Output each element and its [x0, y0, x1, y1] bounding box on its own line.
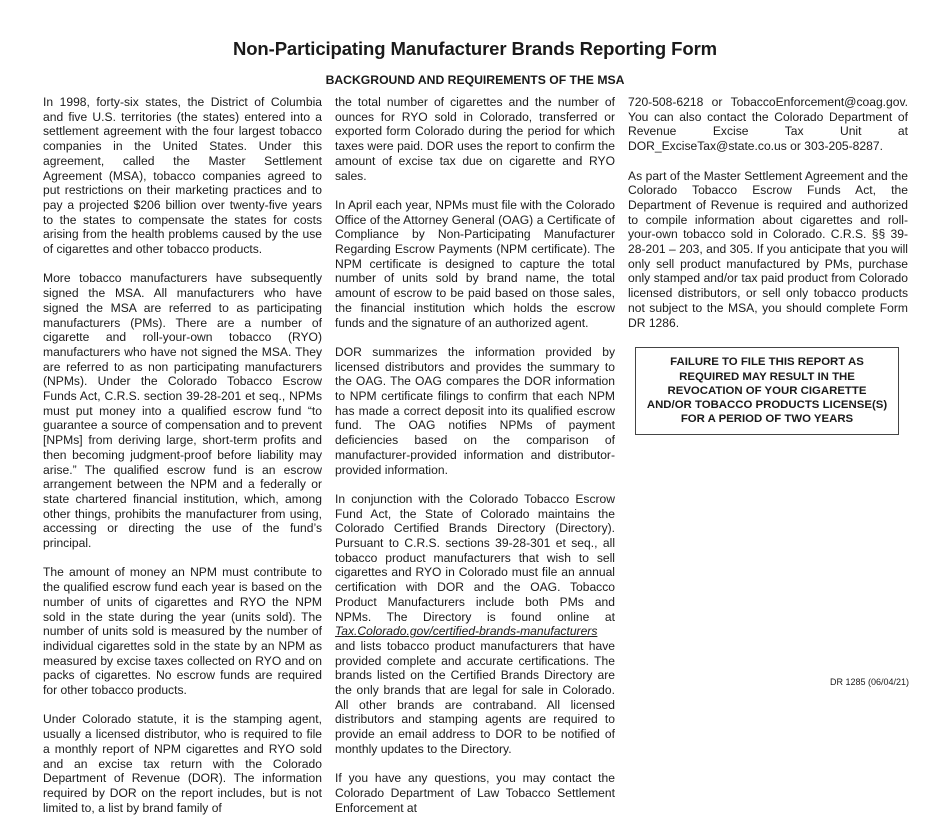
paragraph: In April each year, NPMs must file with the Colorado Office of the Attorney General (OAG) a Certificate of Compliance by Non-Participating Manufacturer Regarding Escrow Payments (NPM certificate). The NPM certificate is designed to capture the total number of units sold by brand name, the total amount of escrow to be paid based on those sales, the financial institution which holds the escrow funds and the signature of an authorized agent.	[335, 197, 615, 330]
paragraph-text: and lists tobacco product manufacturers that have provided complete and accurate certifications. The brands listed on the Certified Brands Directory are the only brands that are legal for sale in Colorado. All other brands are contraband. All licensed distributors and stamping agents are required to provide an email address to DOR to be notified of monthly updates to the Directory.	[335, 638, 615, 756]
warning-line: AND/OR TOBACCO PRODUCTS LICENSE(S)	[646, 399, 888, 412]
text-column-1	[43, 95, 322, 815]
warning-line: REQUIRED MAY RESULT IN THE	[679, 370, 855, 383]
paragraph: More tobacco manufacturers have subsequently signed the MSA. All manufacturers who have signed the MSA are referred to as participating manufacturers (PMs). There are a number of cigarette and roll-your-own tobacco (RYO) manufacturers who have not signed the MSA. They are referred to as non participating manufacturers (NPMs). Under the Colorado Tobacco Escrow Funds Act, C.R.S. section 39-28-201 et seq., NPMs must put money into a qualified escrow fund “to guarantee a source of compensation and to prevent [NPMs] from deriving large, short-term profits and then becoming judgment-proof before liability may arise.” The qualified escrow fund is an escrow arrangement between the NPM and a federally or state chartered financial institution, which, among other things, prohibits the manufacturer from using, accessing or directing the use of the fund’s principal.	[43, 271, 322, 551]
text-column-3	[628, 95, 908, 330]
paragraph: 720-508-6218 or TobaccoEnforcement@coag.gov. You can also contact the Colorado Department of Revenue Excise Tax Unit at DOR_ExciseTax@state.co.us or 303-205-8287.	[628, 95, 908, 154]
warning-text	[647, 355, 887, 426]
text-column-2	[335, 95, 615, 815]
warning-line: FOR A PERIOD OF TWO YEARS	[680, 413, 854, 426]
paragraph: As part of the Master Settlement Agreement and the Colorado Tobacco Escrow Funds Act, the Department of Revenue is required and authorized to compile information about cigarettes and roll-your-own tobacco sold in Colorado. C.R.S. §§ 39-28-201 – 203, and 305. If you anticipate that you will only sell product manufactured by PMs, purchase only stamped and/or tax paid product from Colorado licensed distributors, or sell only tobacco products not subject to the MSA, you should complete Form DR 1286.	[628, 168, 908, 330]
paragraph: Under Colorado statute, it is the stamping agent, usually a licensed distributor, who is required to file a monthly report of NPM cigarettes and RYO sold and an excise tax return with the Colorado Department of Revenue (DOR). The information required by DOR on the report includes, but is not limited to, a list by brand family of	[43, 712, 322, 815]
paragraph: In 1998, forty-six states, the District of Columbia and five U.S. territories (the states) entered into a settlement agreement with the four largest tobacco companies in the United States. Under this agreement, called the Master Settlement Agreement (MSA), tobacco companies agreed to put restrictions on their marketing practices and to pay a projected $206 billion over twenty-five years to the states to compensate the states for costs arising from the health problems caused by the use of cigarettes and other tobacco products.	[43, 95, 322, 257]
warning-box	[635, 347, 899, 435]
paragraph: the total number of cigarettes and the number of ounces for RYO sold in Colorado, transferred or exported form Colorado during the period for which taxes were paid. DOR uses the report to confirm the amount of excise tax due on cigarette and RYO sales.	[335, 95, 615, 183]
warning-line: REVOCATION OF YOUR CIGARETTE	[667, 384, 867, 397]
directory-link[interactable]: Tax.Colorado.gov/certified-brands-manufacturers	[335, 624, 598, 639]
paragraph: The amount of money an NPM must contribute to the qualified escrow fund each year is based on the number of units of cigarettes and RYO the NPM sold in the state during the year (units sold). The number of units sold is measured by the number of individual cigarettes sold in the state by an NPM as measured by excise taxes collected on RYO and on packs of cigarettes. No escrow funds are required for other tobacco products.	[43, 565, 322, 698]
warning-line: FAILURE TO FILE THIS REPORT AS	[670, 356, 864, 369]
paragraph-text: In conjunction with the Colorado Tobacco Escrow Fund Act, the State of Colorado maintains the Colorado Certified Brands Directory (Directory). Pursuant to C.R.S. sections 39-28-301 et seq., all tobacco product manufacturers that wish to sell cigarettes and RYO in Colorado must file an annual certification with DOR and the OAG. Tobacco Product Manufacturers include both PMs and NPMs. The Directory is found online at	[335, 491, 615, 624]
paragraph: If you have any questions, you may contact the Colorado Department of Law Tobacco Settlement Enforcement at	[335, 771, 615, 815]
form-number: DR 1285 (06/04/21)	[830, 677, 910, 687]
page-title: Non-Participating Manufacturer Brands Reporting Form	[232, 38, 718, 59]
paragraph: DOR summarizes the information provided by licensed distributors and provides the summary to the OAG. The OAG compares the DOR information to NPM certificate filings to confirm that each NPM has made a correct deposit into its qualified escrow fund. The OAG notifies NPMs of payment deficiencies based on the comparison of manufacturer-provided information and distributor-provided information.	[335, 344, 615, 477]
paragraph	[335, 492, 615, 757]
section-heading: BACKGROUND AND REQUIREMENTS OF THE MSA	[325, 73, 625, 87]
